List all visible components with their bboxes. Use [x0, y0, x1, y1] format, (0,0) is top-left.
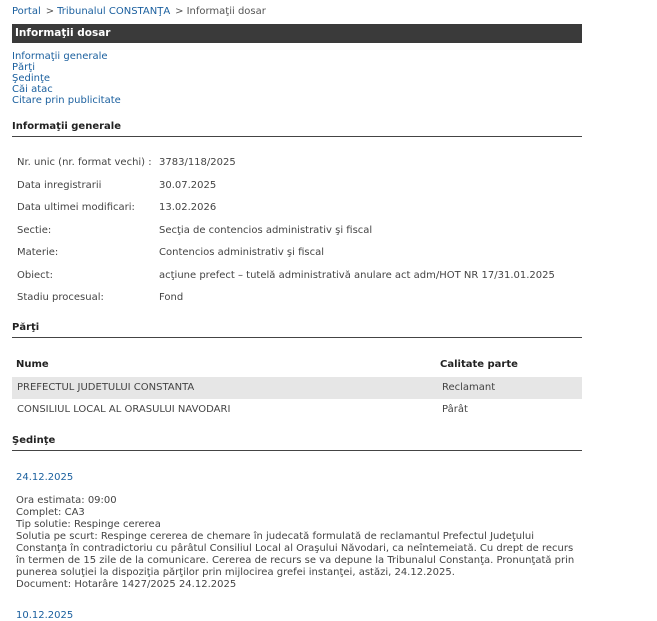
hearing-solution-type: Tip solutie: Respinge cererea: [16, 519, 161, 530]
hearing-date: 10.12.2025: [16, 610, 74, 621]
breadcrumb-current: Informaţii dosar: [186, 6, 266, 17]
info-label: Nr. unic (nr. format vechi) :: [17, 157, 152, 168]
info-label: Data ultimei modificari:: [17, 202, 135, 213]
table-of-contents: [12, 51, 121, 106]
breadcrumb-tribunal-link[interactable]: Tribunalul CONSTANŢA: [57, 6, 171, 17]
party-role: Reclamant: [442, 382, 496, 393]
info-value: 13.02.2026: [159, 202, 217, 213]
party-name: PREFECTUL JUDETULUI CONSTANTA: [17, 382, 195, 393]
info-value: Contencios administrativ şi fiscal: [159, 247, 324, 258]
hearing-details: [16, 495, 576, 591]
info-label: Materie:: [17, 247, 59, 258]
toc-link-cai-atac[interactable]: Căi atac: [12, 84, 53, 95]
breadcrumb-separator: >: [45, 6, 55, 17]
hearing-time: Ora estimata: 09:00: [16, 495, 117, 506]
page-title: Informaţii dosar: [12, 24, 582, 43]
party-name: CONSILIUL LOCAL AL ORASULUI NAVODARI: [17, 404, 231, 415]
hearing-panel: Complet: CA3: [16, 507, 85, 518]
info-value: 3783/118/2025: [159, 157, 236, 168]
hearing-document: Document: Hotarâre 1427/2025 24.12.2025: [16, 579, 237, 590]
column-header-name: Nume: [16, 359, 49, 370]
toc-link-citare-publicitate[interactable]: Citare prin publicitate: [12, 95, 121, 106]
info-label: Stadiu procesual:: [17, 292, 104, 303]
hearing-solution-summary: Solutia pe scurt: Respinge cererea de chemare în judecată formulată de reclamantul Prefectul Judeţului Constanţa în contradictoriu cu pârâtul Consiliul Local al Oraşului Năvodari, ca neîntemeiată. Cu drept de recurs în termen de 15 zile de la comunicare. Cererea de recurs se va depune la Tribunalul Constanţa. Pronunţată prin punerea soluţiei la dispoziţia părţilor prin mijlocirea grefei instanţei, astăzi, 24.12.2025.: [16, 531, 575, 578]
section-heading-sedinte: Şedinţe: [12, 435, 582, 451]
party-role: Pârât: [442, 404, 468, 415]
info-value: 30.07.2025: [159, 179, 217, 191]
info-value: acţiune prefect – tutelă administrativă anulare act adm/HOT NR 17/31.01.2025: [159, 269, 555, 281]
parti-table-header: [12, 356, 582, 374]
info-label: Obiect:: [17, 269, 53, 281]
toc-link-sedinte[interactable]: Şedinţe: [12, 73, 51, 84]
breadcrumb-portal-link[interactable]: Portal: [12, 6, 41, 17]
info-value: Fond: [159, 292, 184, 303]
info-value: Secţia de contencios administrativ şi fiscal: [159, 224, 373, 236]
toc-link-informatii-generale[interactable]: Informaţii generale: [12, 51, 108, 62]
info-label: Sectie:: [17, 224, 52, 236]
section-heading-informatii-generale: Informaţii generale: [12, 121, 582, 137]
toc-link-parti[interactable]: Părţi: [12, 62, 35, 73]
section-heading-parti: Părţi: [12, 322, 582, 338]
table-row: [12, 399, 582, 421]
column-header-role: Calitate parte: [440, 359, 518, 370]
info-label: Data inregistrarii: [17, 179, 102, 191]
breadcrumb: [12, 6, 266, 17]
table-row: [12, 377, 582, 399]
breadcrumb-separator: >: [175, 6, 184, 17]
hearing-date: 24.12.2025: [16, 472, 74, 483]
